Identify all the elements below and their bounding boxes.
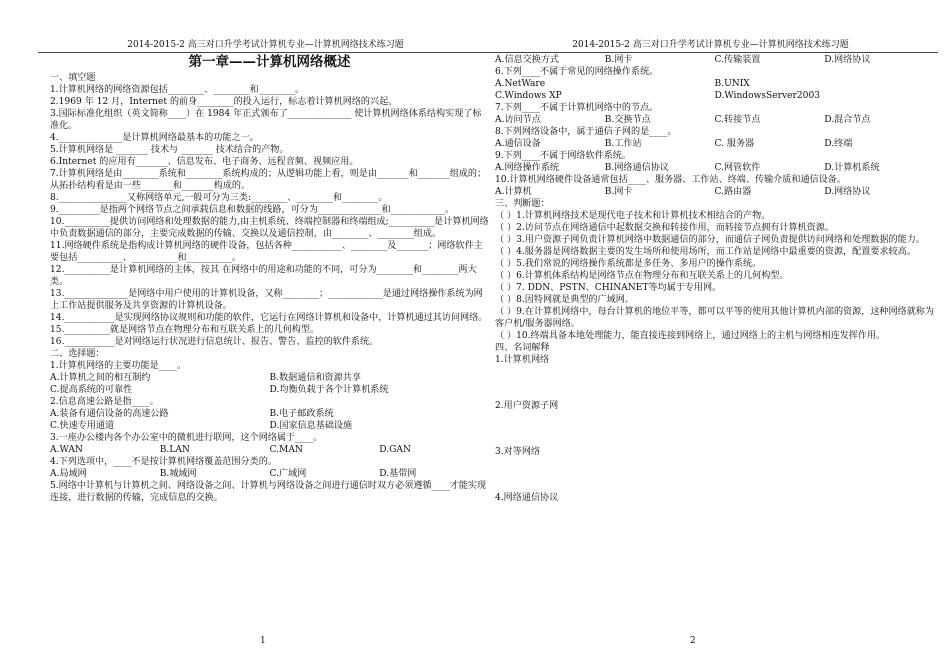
option: B.电子邮政系统 [269, 409, 334, 419]
judge-item: （ ）6.计算机体系结构是网络节点在物理分布和互联关系上的几何构型。 [495, 271, 789, 281]
question: 10.__________提供访问网络和处理数据的能力,由主机系统、终端控制器和终端组成;__________是计算机网络中负责数据通信的部分，主要完成数据的传输、交换以及通信控制，由________、________组成。 [50, 217, 489, 239]
option: C. 服务器 [714, 139, 755, 149]
options-row [50, 408, 489, 420]
option: D.计算机系统 [824, 163, 880, 173]
page-number: 1 [260, 636, 266, 646]
option: A.计算机 [495, 187, 532, 197]
question: 8.下列网络设备中，属于通信子网的是____。 [495, 127, 677, 137]
option: D.混合节点 [824, 115, 871, 125]
option: A.NetWare [495, 79, 546, 89]
section-heading: 二、选择题： [50, 349, 105, 359]
question: 8._______________又称网络单元,一般可分为三类:________、________和________。 [50, 193, 388, 203]
options-row [50, 468, 489, 480]
question: 9._________是指两个网络节点之间承载信息和数据的线路，可分为______________和____________。 [50, 205, 455, 215]
section-heading: 三、判断题： [495, 199, 550, 209]
question: 9.下列____不属于网络软件系统。 [495, 151, 631, 161]
options-row [50, 444, 489, 456]
option: A.访问节点 [495, 115, 541, 125]
page-header: 2014-2015-2 高三对口升学考试计算机专业—计算机网络技术练习题 [483, 40, 938, 53]
question: 16.___________是对网络运行状况进行信息统计、报告、警告、监控的软件系统。 [50, 337, 379, 347]
section-heading: 一、填空题 [50, 73, 96, 83]
option: C.快速专用通道 [50, 421, 115, 431]
option: C.转接节点 [714, 115, 761, 125]
right-page [483, 0, 938, 671]
option: C.传输装置 [714, 55, 761, 65]
judge-item: （ ）3.用户资源子网负责计算机网络中数据通信的部分，而通信子网负责提供访问网络和处理数据的能力。 [495, 235, 925, 245]
option: B.网络通信协议 [604, 163, 669, 173]
term-item: 3.对等网络 [495, 447, 541, 457]
question: 4.______________是计算机网络最基本的功能之一。 [50, 133, 259, 143]
left-page-body [50, 54, 489, 504]
option: D.均衡负载于各个计算机系统 [269, 385, 389, 395]
question: 5.网络中计算机与计算机之间、网络设备之间、计算机与网络设备之间进行通信时双方必须遵循____才能实现连接，进行数据的传输，完成信息的交换。 [50, 481, 487, 503]
options-row [50, 372, 489, 384]
question: 4.下列选项中，____不是按计算机网络覆盖范围分类的。 [50, 457, 277, 467]
question: 3.国际标准化组织（英文简称____）在 1984 年正式颁布了______________ 使计算机网络体系结构实现了标准化。 [50, 109, 482, 131]
judge-item: （ ）2.访问节点在网络通信中起数据交换和转接作用，而转接节点拥有计算机资源。 [495, 223, 834, 233]
option: B.网卡 [604, 55, 633, 65]
option: B.数据通信和资源共享 [269, 373, 361, 383]
options-row [495, 54, 934, 66]
question: 1.计算机网络的主要功能是____。 [50, 361, 186, 371]
judge-item: （ ）7. DDN、PSTN、CHINANET等均属于专用网。 [495, 283, 722, 293]
options-row [495, 186, 934, 198]
option: A.计算机之间的相互制约 [50, 373, 151, 383]
option: A.通信设备 [495, 139, 541, 149]
page-header: 2014-2015-2 高三对口升学考试计算机专业—计算机网络技术练习题 [38, 40, 493, 53]
option: A.WAN [50, 445, 83, 455]
option: A.信息交换方式 [495, 55, 560, 65]
options-row [495, 78, 934, 90]
left-page [38, 0, 493, 671]
chapter-title: 第一章——计算机网络概述 [188, 54, 351, 70]
options-row [495, 90, 934, 102]
question: 13.______________是网络中用户使用的计算机设备，又称________；____________是通过网络操作系统为网上工作站提供服务及共享资源的计算机设备。 [50, 289, 483, 311]
options-row [495, 162, 934, 174]
term-item: 1.计算机网络 [495, 355, 550, 365]
option: B.工作站 [604, 139, 642, 149]
option: D.WindowsServer2003 [714, 91, 821, 101]
judge-item: （ ）4.服务器是网络数据主要的发生场所和使用场所，而工作站是网络中最重要的资源，配置要求较高。 [495, 247, 916, 257]
judge-item: （ ）1.计算机网络技术是现代电子技术和计算机技术相结合的产物。 [495, 211, 771, 221]
judge-item: （ ）8.因特网就是典型的广域网。 [495, 295, 634, 305]
option: C.网管软件 [714, 163, 761, 173]
term-item: 2.用户资源子网 [495, 401, 559, 411]
options-row [495, 138, 934, 150]
option: C.Windows XP [495, 91, 562, 101]
option: B.UNIX [714, 79, 750, 89]
option: D.国家信息基础设施 [269, 421, 353, 431]
option: D.终端 [824, 139, 853, 149]
option: D.网络协议 [824, 187, 871, 197]
judge-item: （ ）10.终端具备本地处理能力，能直接连接到网络上，通过网络上的主机与网络相连发挥作用。 [495, 331, 886, 341]
term-item: 4.网络通信协议 [495, 493, 559, 503]
options-row [50, 420, 489, 432]
right-page-body [495, 54, 934, 504]
option: A.装备有通信设备的高速公路 [50, 409, 169, 419]
answer-space [495, 412, 934, 446]
question: 2.信息高速公路是指____。 [50, 397, 159, 407]
option: C.MAN [269, 445, 303, 455]
question: 1.计算机网络的网络资源包括________、________和________。 [50, 85, 305, 95]
option: D.GAN [379, 445, 411, 455]
option: B.城域网 [159, 469, 197, 479]
question: 6.Internet 的应用有_______、信息发布、电子商务、远程音频、视频应用。 [50, 157, 359, 167]
question: 12.__________是计算机网络的主体，按其 在网络中的用途和功能的不同，可分为________和________两大类。 [50, 265, 477, 287]
option: C.广域网 [269, 469, 307, 479]
question: 7.计算机网络是由________系统和________系统构成的；从逻辑功能上看，则是由_______和_______组成的；从拓扑结构看是由一些_______和_______构成的。 [50, 169, 487, 191]
option: C.提高系统的可靠性 [50, 385, 133, 395]
option: B.网卡 [604, 187, 633, 197]
page-number: 2 [690, 636, 696, 646]
option: A.局域网 [50, 469, 87, 479]
judge-item: （ ）5.我们常说的网络操作系统都是多任务、多用户的操作系统。 [495, 259, 762, 269]
option: B.交换节点 [604, 115, 651, 125]
question: 3.一座办公楼内各个办公室中的微机进行联网，这个网络属于____。 [50, 433, 323, 443]
question: 5.计算机网络是 _______ 技术与 _______ 技术结合的产物。 [50, 145, 289, 155]
question: 6.下列____不属于常见的网络操作系统。 [495, 67, 659, 77]
question: 11.网络硬件系统是指构成计算机网络的硬件设备，包括各种___________、________及_______；网络软件主要包括__________、__________和__________。 [50, 241, 483, 263]
section-heading: 四、名词解释 [495, 343, 550, 353]
question: 14.___________是实现网络协议规则和功能的软件，它运行在网络计算机和设备中，计算机通过其访问网络。 [50, 313, 488, 323]
answer-space [495, 366, 934, 400]
option: C.路由器 [714, 187, 752, 197]
option: B.LAN [159, 445, 190, 455]
question: 2.1969 年 12 月，Internet 的前身________的投入运行，标志着计算机网络的兴起。 [50, 97, 398, 107]
question: 7.下列____不属于计算机网络中的节点。 [495, 103, 659, 113]
option: D.网络协议 [824, 55, 871, 65]
option: D.基带网 [379, 469, 417, 479]
option: A.网络操作系统 [495, 163, 560, 173]
question: 10.计算机网络硬件设备通常包括____、服务器、工作站、终端、传输介质和通信设备。 [495, 175, 846, 185]
question: 15.__________就是网络节点在物理分布和互联关系上的几何构型。 [50, 325, 320, 335]
answer-space [495, 458, 934, 492]
judge-item: （ ）9.在计算机网络中，每台计算机的地位平等，都可以平等的使用其他计算机内部的资源，这种网络就称为客户机/服务器网络。 [495, 307, 934, 329]
options-row [495, 114, 934, 126]
options-row [50, 384, 489, 396]
